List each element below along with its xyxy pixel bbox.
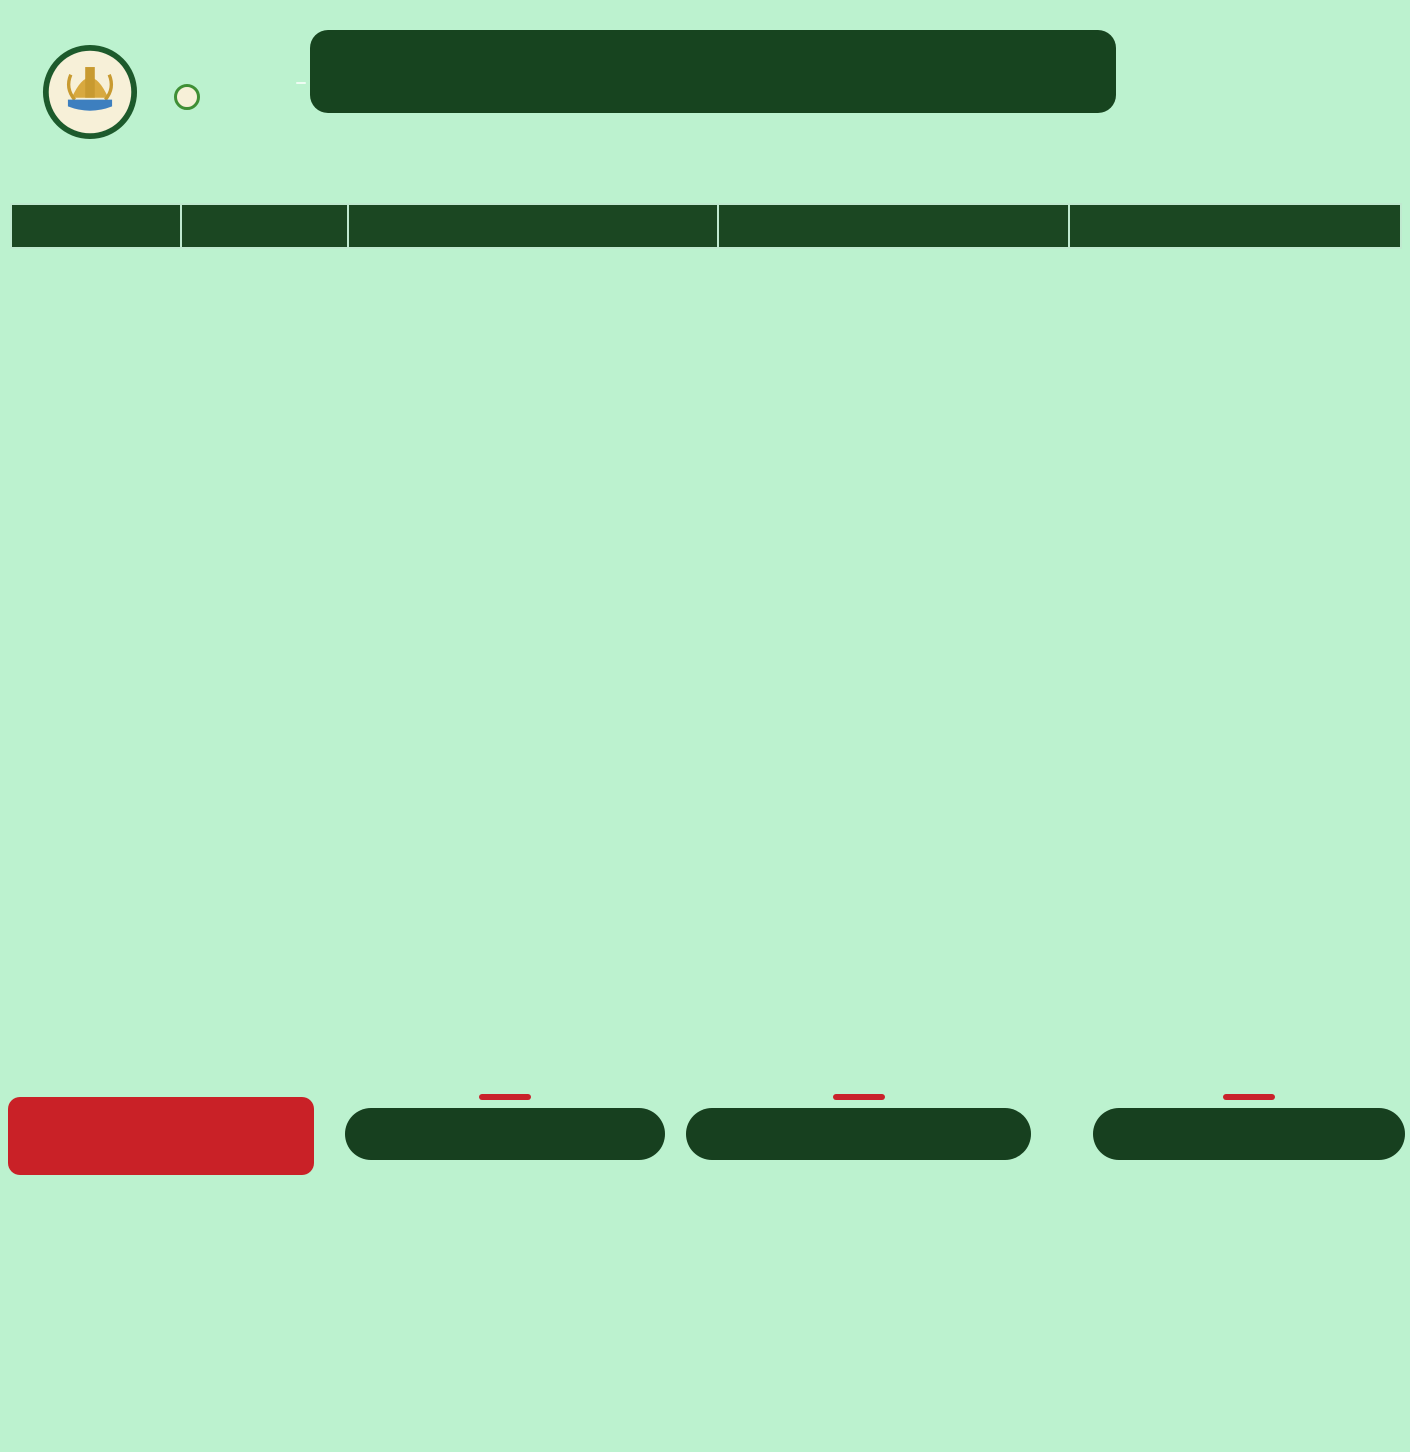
total-volume-pill <box>686 1108 1031 1160</box>
grand-total-badge <box>8 1097 314 1175</box>
shipments-pill-label <box>479 1094 531 1100</box>
region-header-others <box>1069 204 1401 248</box>
durian-illustration <box>1077 0 1410 321</box>
mini-seal-icon <box>174 84 200 110</box>
doa-together-label <box>296 82 306 84</box>
total-value-pill <box>1093 1108 1405 1160</box>
region-header-row <box>11 204 1401 248</box>
region-header-east <box>348 204 718 248</box>
durian-illustration <box>1352 420 1410 540</box>
import-port-header <box>181 204 348 248</box>
total-shipments-pill <box>345 1108 665 1160</box>
region-header-south <box>718 204 1069 248</box>
export-port-header <box>11 204 181 248</box>
volume-pill-label <box>833 1094 885 1100</box>
durian-illustration <box>0 640 72 790</box>
title-banner <box>310 30 1116 113</box>
anniversary-logo <box>152 52 312 162</box>
doa-seal-logo <box>42 44 138 140</box>
value-pill-label <box>1223 1094 1275 1100</box>
export-statistics-table <box>10 203 1402 248</box>
